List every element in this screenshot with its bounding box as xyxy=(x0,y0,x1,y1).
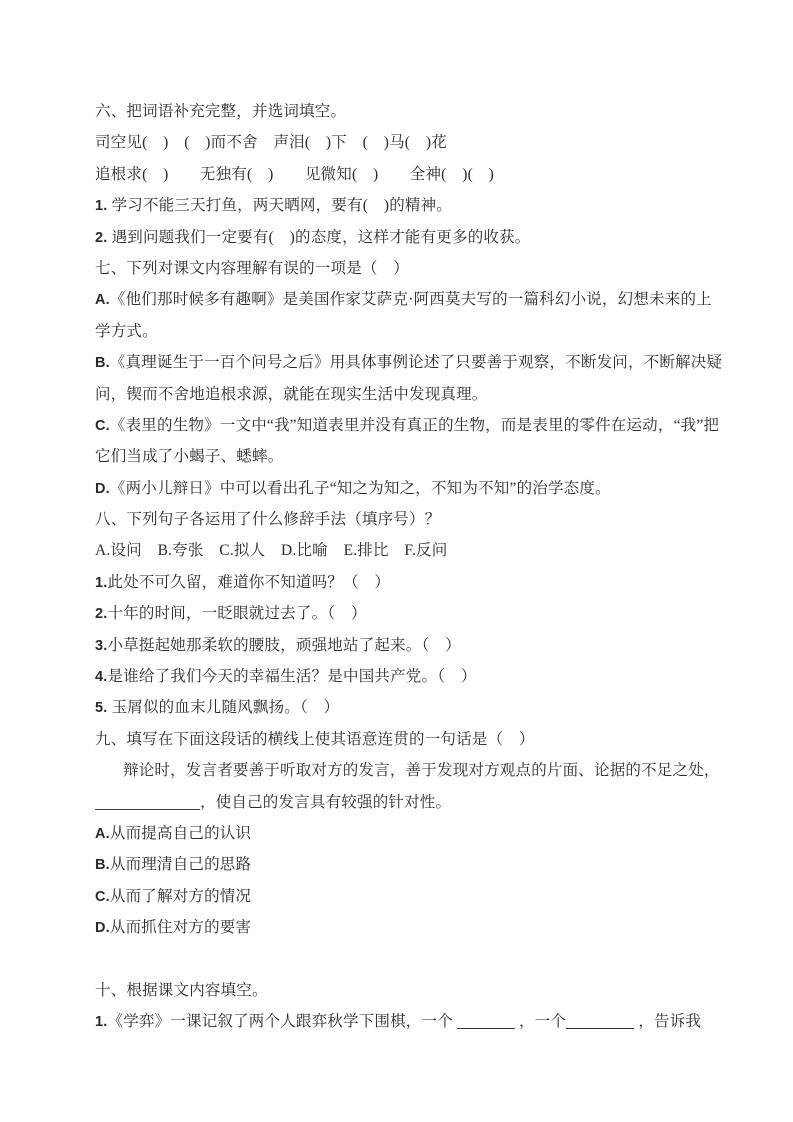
text-run: 小草挺起她那柔软的腰肢，顽强地站了起来。（ ） xyxy=(107,636,461,654)
list-marker: C. xyxy=(95,417,110,434)
q9-option-b xyxy=(95,849,755,880)
q7-option-b-line2: 问，锲而不舍地追根求源，就能在现实生活中发现真理。 xyxy=(95,385,488,403)
q7-option-d xyxy=(95,473,755,504)
q8-item-3 xyxy=(95,630,755,661)
list-marker: D. xyxy=(95,480,110,497)
list-marker: 2. xyxy=(95,229,108,246)
q6-item-2 xyxy=(95,222,755,253)
q7-title: 七、下列对课文内容理解有误的一项是（ ） xyxy=(95,259,410,277)
list-marker: 4. xyxy=(95,669,108,686)
q6-idiom-row-2: 追根求( ) 无独有( ) 见微知( ) 全神( )( ) xyxy=(95,165,495,183)
q8-choices: A.设问 B.夸张 C.拟人 D.比喻 E.排比 F.反问 xyxy=(95,542,448,560)
q10-item-1 xyxy=(95,1006,755,1037)
text-run: 从而了解对方的情况 xyxy=(109,887,252,905)
list-marker: 1. xyxy=(95,574,108,591)
q7-option-b-line1 xyxy=(95,347,755,378)
list-marker: B. xyxy=(95,857,110,874)
list-marker: 1. xyxy=(95,198,108,215)
fill-in-blank xyxy=(457,1016,515,1029)
worksheet-content xyxy=(95,96,755,1038)
list-marker: 3. xyxy=(95,637,108,654)
text-run: ，一个 xyxy=(514,1013,567,1031)
fill-in-blank xyxy=(566,1016,634,1029)
list-marker: 1. xyxy=(95,1014,108,1031)
text-run: ，使自己的发言具有较强的针对性。 xyxy=(200,793,452,811)
list-marker: D. xyxy=(95,920,110,937)
text-run: 学习不能三天打鱼，两天晒网，要有( )的精神。 xyxy=(107,197,452,215)
q6-title: 六、把词语补充完整，并选词填空。 xyxy=(95,103,347,120)
text-run: 玉屑似的血末儿随风飘扬。（ ） xyxy=(107,699,340,717)
q10-title: 十、根据课文内容填空。 xyxy=(95,981,268,999)
q8-item-1 xyxy=(95,567,755,598)
fill-in-blank xyxy=(95,797,200,810)
text-run: ，告诉我 xyxy=(634,1013,702,1031)
text-run: 遇到问题我们一定要有( )的态度，这样才能有更多的收获。 xyxy=(107,228,531,246)
text-run: 《两小儿辩日》中可以看出孔子“知之为知之，不知为不知”的治学态度。 xyxy=(109,479,611,497)
text-run: 《学弈》一课记叙了两个人跟弈秋学下围棋，一个 xyxy=(107,1013,457,1031)
list-marker: B. xyxy=(95,355,110,372)
text-run: 是谁给了我们今天的幸福生活？是中国共产党。（ ） xyxy=(107,668,477,686)
q9-option-a xyxy=(95,818,755,849)
text-run: 《他们那时候多有趣啊》是美国作家艾萨克·阿西莫夫写的一篇科幻小说，幻想未来的上 xyxy=(109,291,712,309)
text-run: 从而理清自己的思路 xyxy=(109,856,252,874)
q6-idiom-row-1: 司空见( ) ( )而不舍 声泪( )下 ( )马( )花 xyxy=(95,134,447,152)
q7-option-a-line1 xyxy=(95,284,755,315)
q9-option-c xyxy=(95,881,755,912)
q8-item-4 xyxy=(95,661,755,692)
text-run: 从而提高自己的认识 xyxy=(109,824,252,842)
text-run: 十年的时间，一眨眼就过去了。（ ） xyxy=(107,605,367,623)
q8-title: 八、下列句子各运用了什么修辞手法（填序号）？ xyxy=(95,511,441,529)
q6-item-1 xyxy=(95,190,755,221)
list-marker: 2. xyxy=(95,606,108,623)
list-marker: C. xyxy=(95,888,110,905)
text-run: 《表里的生物》一文中“我”知道表里并没有真正的生物，而是表里的零件在运动，“我”把 xyxy=(109,416,720,434)
q9-option-d xyxy=(95,912,755,943)
blank-line xyxy=(95,944,755,975)
text-run: 从而抓住对方的要害 xyxy=(109,919,252,937)
q9-title: 九、填写在下面这段话的横线上使其语意连贯的一句话是（ ） xyxy=(95,730,535,748)
q7-option-c-line2: 它们当成了小蝎子、蟋蟀。 xyxy=(95,448,284,466)
list-marker: A. xyxy=(95,292,110,309)
text-run: 此处不可久留，难道你不知道吗？（ ） xyxy=(107,573,391,591)
q7-option-a-line2: 学方式。 xyxy=(95,322,158,340)
q9-passage-line1: 辩论时，发言者要善于听取对方的发言，善于发现对方观点的片面、论据的不足之处， xyxy=(123,762,720,780)
list-marker: 5. xyxy=(95,700,108,717)
text-run: 《真理诞生于一百个问号之后》用具体事例论述了只要善于观察，不断发问，不断解决疑 xyxy=(109,354,723,372)
list-marker: A. xyxy=(95,825,110,842)
q7-option-c-line1 xyxy=(95,410,755,441)
q9-passage-line2 xyxy=(95,787,755,818)
q8-item-2 xyxy=(95,598,755,629)
q8-item-5 xyxy=(95,692,755,723)
